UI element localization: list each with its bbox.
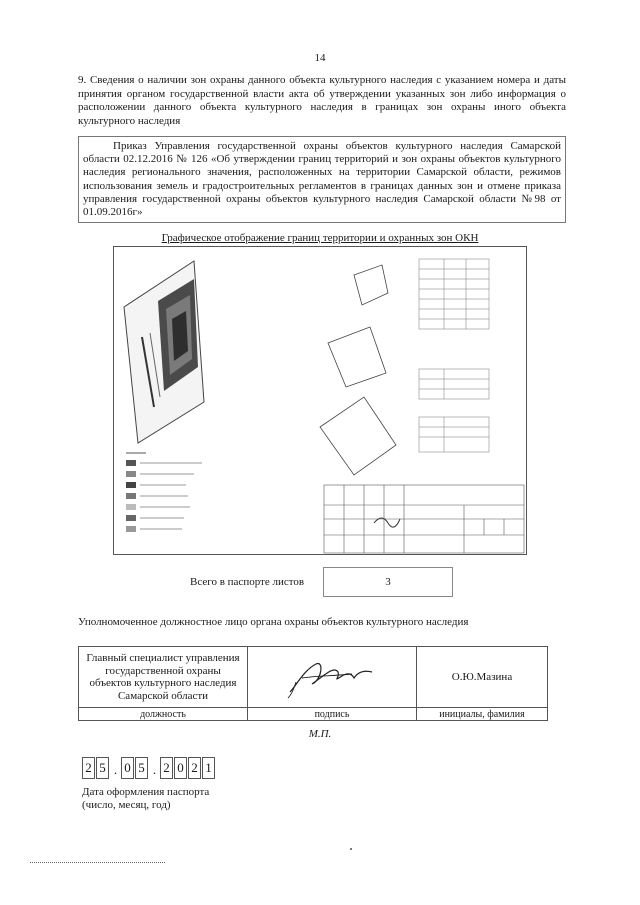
sheets-count-value: 3 [323, 567, 453, 597]
date-digit: 2 [82, 757, 95, 779]
drawing-title-block [324, 485, 524, 553]
page-number: 14 [314, 52, 326, 64]
graphic-title: Графическое отображение границ территории и охранных зон ОКН [161, 232, 479, 244]
date-separator: . [152, 762, 157, 777]
plan-legend [126, 453, 202, 532]
section-9-heading: 9. Сведения о наличии зон охраны данного объекта культурного наследия с указанием номера и даты принятия органом государственной власти акта об утверждении указанных зон либо информация о расположении данного объекта культурного наследия в границах зон охраны иного объекта культурного наследия [78, 74, 566, 127]
label-position: должность [79, 708, 248, 721]
official-caption: Уполномоченное должностное лицо органа охраны объектов культурного наследия [78, 616, 469, 628]
site-plan-sheet [124, 261, 204, 443]
date-digit: 0 [174, 757, 187, 779]
scan-speck [350, 848, 352, 850]
label-name: инициалы, фамилия [417, 708, 548, 721]
title-block-signature [374, 518, 400, 527]
sheets-count-label: Всего в паспорте листов [190, 576, 305, 588]
decree-reference-box [78, 136, 566, 223]
date-separator: . [113, 762, 118, 777]
date-digit: 5 [96, 757, 109, 779]
date-caption-line: Дата оформления паспорта [82, 786, 210, 798]
boundary-plan-drawing [113, 246, 527, 555]
date-digit: 0 [121, 757, 134, 779]
signature-cell [248, 647, 417, 708]
date-digit: 2 [160, 757, 173, 779]
stamp-placeholder: М.П. [308, 728, 332, 740]
date-digit: 2 [188, 757, 201, 779]
handwritten-signature [282, 652, 382, 700]
date-caption [82, 786, 209, 812]
coordinate-tables [419, 259, 489, 452]
official-name: О.Ю.Мазина [417, 647, 548, 708]
date-digit: 5 [135, 757, 148, 779]
plan-svg [114, 247, 526, 554]
passport-date [82, 757, 216, 779]
date-caption-line: (число, месяц, год) [82, 799, 171, 811]
footnote-divider [30, 862, 165, 863]
decree-text: Приказ Управления государственной охраны объектов культурного наследия Самарской области 02.12.2016 № 126 «Об утверждении границ территорий и зон охраны объектов культурного наследия регионального значения, расположенных на территории Самарской области, режимов использования земель и градостроительных регламентов в границах данных зон и отмене приказа управления государственной охраны объектов культурного наследия Самарской области №98 от 01.09.2016г» [83, 140, 561, 219]
boundary-outlines [320, 265, 396, 475]
signature-table [78, 646, 548, 721]
official-position: Главный специалист управления государственной охраны объектов культурного наследия Самарской области [79, 647, 248, 708]
date-digit: 1 [202, 757, 215, 779]
label-signature: подпись [248, 708, 417, 721]
